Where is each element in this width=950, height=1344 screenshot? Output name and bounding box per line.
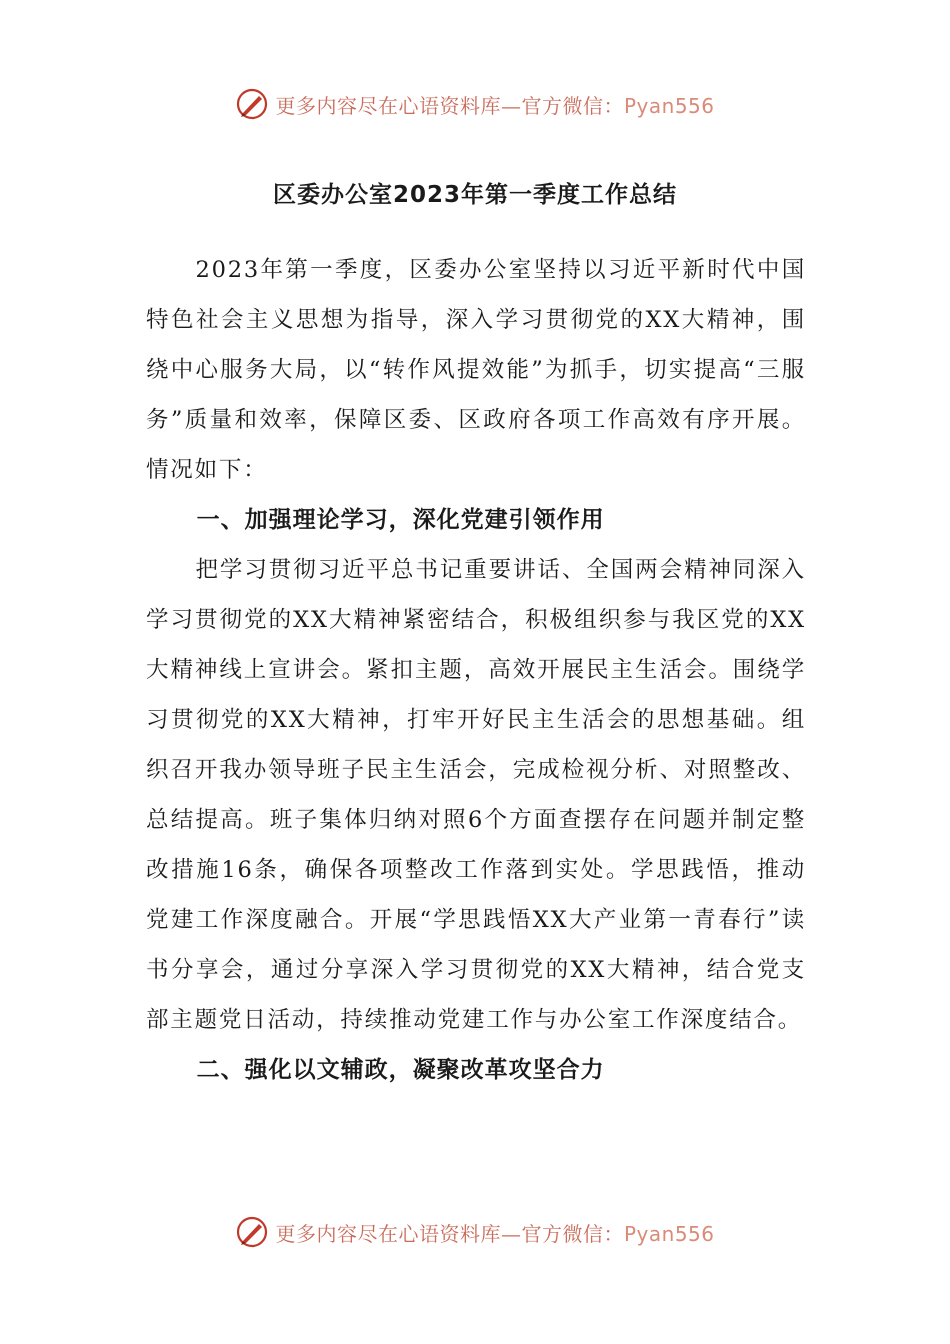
watermark-header	[0, 82, 950, 126]
watermark-id: Pyan556	[623, 93, 715, 118]
intro-paragraph: 2023年第一季度，区委办公室坚持以习近平新时代中国特色社会主义思想为指导，深入学习贯彻党的XX大精神，围绕中心服务大局，以“转作风提效能”为抓手，切实提高“三服务”质量和效率，保障区委、区政府各项工作高效有序开展。情况如下：	[146, 257, 806, 483]
watermark-id: Pyan556	[623, 1221, 715, 1246]
pen-logo-icon	[235, 87, 269, 121]
document-title: 区委办公室2023年第一季度工作总结	[272, 182, 677, 208]
section-1-paragraph: 把学习贯彻习近平总书记重要讲话、全国两会精神同深入学习贯彻党的XX大精神紧密结合，积极组织参与我区党的XX大精神线上宣讲会。紧扣主题，高效开展民主生活会。围绕学习贯彻党的XX大精神，打牢开好民主生活会的思想基础。组织召开我办领导班子民主生活会，完成检视分析、对照整改、总结提高。班子集体归纳对照6个方面查摆存在问题并制定整改措施16条，确保各项整改工作落到实处。学思践悟，推动党建工作深度融合。开展“学思践悟XX大产业第一青春行”读书分享会，通过分享深入学习贯彻党的XX大精神，结合党支部主题党日活动，持续推动党建工作与办公室工作深度结合。	[146, 557, 806, 1033]
document-body	[146, 245, 806, 1095]
watermark-text: 更多内容尽在心语资料库—官方微信：Pyan556	[275, 93, 715, 118]
section-1-heading: 一、加强理论学习，深化党建引领作用	[196, 507, 605, 533]
watermark-footer	[0, 1210, 950, 1254]
watermark-text: 更多内容尽在心语资料库—官方微信：Pyan556	[275, 1221, 715, 1246]
pen-logo-icon	[235, 1215, 269, 1249]
section-2-heading: 二、强化以文辅政，凝聚改革攻坚合力	[196, 1057, 605, 1083]
